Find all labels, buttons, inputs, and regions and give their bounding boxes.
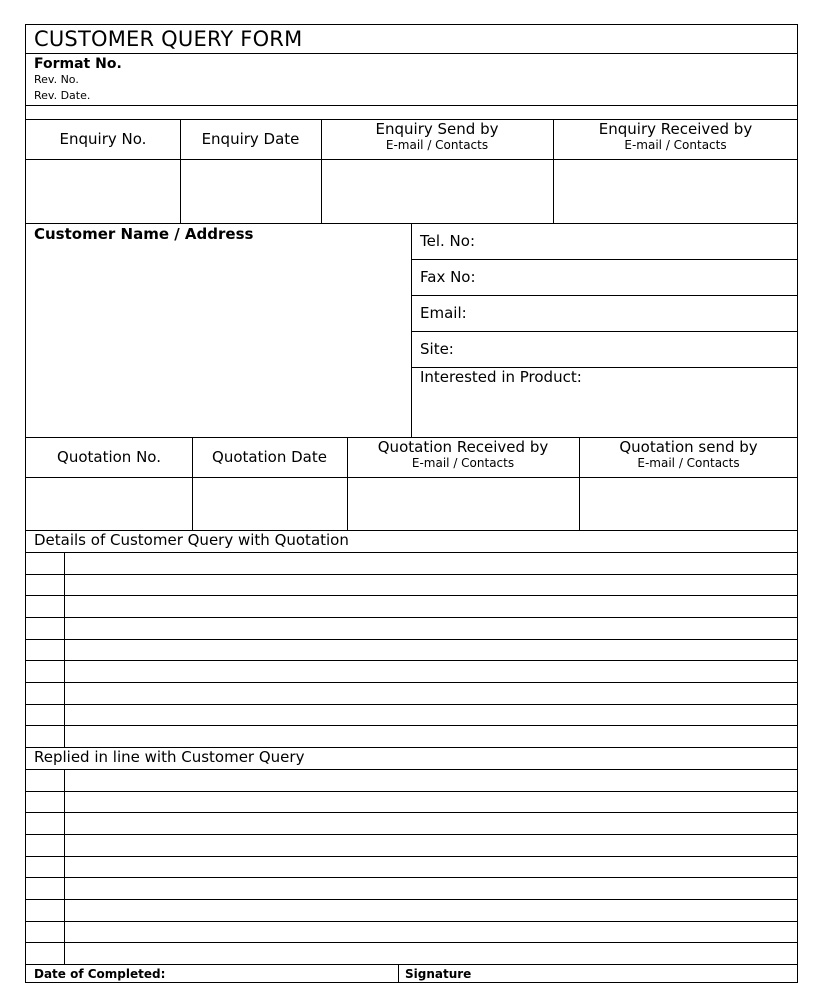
enquiry-received-by-header <box>553 120 798 152</box>
divider <box>411 259 797 260</box>
fax-no-label: Fax No: <box>420 268 476 286</box>
quotation-send-by-label: Quotation send by <box>619 438 758 456</box>
table-row-line <box>26 682 797 683</box>
date-completed-label: Date of Completed: <box>34 967 166 981</box>
divider <box>26 477 797 478</box>
divider <box>26 53 797 54</box>
signature-label: Signature <box>405 967 472 981</box>
replied-heading: Replied in line with Customer Query <box>34 748 305 766</box>
table-row-line <box>26 921 797 922</box>
enquiry-send-by-header <box>321 120 553 152</box>
table-row-line <box>26 725 797 726</box>
rev-no-label: Rev. No. <box>34 73 79 86</box>
table-row-line <box>26 899 797 900</box>
details-heading: Details of Customer Query with Quotation <box>34 531 349 549</box>
quotation-received-by-label: Quotation Received by <box>377 438 549 456</box>
divider <box>579 437 580 530</box>
customer-query-form <box>25 24 798 983</box>
form-title: CUSTOMER QUERY FORM <box>34 27 303 51</box>
tel-no-label: Tel. No: <box>420 232 475 250</box>
table-row-line <box>26 574 797 575</box>
enquiry-received-by-label: Enquiry Received by <box>598 120 753 138</box>
divider <box>64 769 65 964</box>
enquiry-date-header: Enquiry Date <box>201 130 300 148</box>
table-row-line <box>26 942 797 943</box>
divider <box>192 437 193 530</box>
divider <box>553 119 554 223</box>
quotation-received-by-header <box>347 438 579 470</box>
divider <box>26 769 797 770</box>
enquiry-no-header: Enquiry No. <box>59 130 147 148</box>
divider <box>26 552 797 553</box>
email-label: Email: <box>420 304 467 322</box>
enquiry-send-by-sub: E-mail / Contacts <box>385 138 489 152</box>
quotation-no-header: Quotation No. <box>57 448 161 466</box>
table-row-line <box>26 595 797 596</box>
rev-date-label: Rev. Date. <box>34 89 91 102</box>
table-row-line <box>26 660 797 661</box>
site-label: Site: <box>420 340 454 358</box>
divider <box>26 105 797 106</box>
format-no-label: Format No. <box>34 56 122 72</box>
table-row-line <box>26 617 797 618</box>
divider <box>411 331 797 332</box>
divider <box>411 295 797 296</box>
divider <box>26 964 797 965</box>
enquiry-send-by-label: Enquiry Send by <box>375 120 499 138</box>
divider <box>180 119 181 223</box>
quotation-received-by-sub: E-mail / Contacts <box>411 456 515 470</box>
table-row-line <box>26 856 797 857</box>
divider <box>398 964 399 983</box>
customer-name-address-label: Customer Name / Address <box>34 225 254 243</box>
table-row-line <box>26 834 797 835</box>
table-row-line <box>26 877 797 878</box>
quotation-send-by-sub: E-mail / Contacts <box>637 456 740 470</box>
table-row-line <box>26 639 797 640</box>
interested-product-label: Interested in Product: <box>420 368 582 386</box>
quotation-date-header: Quotation Date <box>212 448 327 466</box>
divider <box>347 437 348 530</box>
divider <box>26 159 797 160</box>
divider <box>411 223 412 437</box>
table-row-line <box>26 704 797 705</box>
table-row-line <box>26 791 797 792</box>
divider <box>321 119 322 223</box>
enquiry-received-by-sub: E-mail / Contacts <box>624 138 727 152</box>
quotation-send-by-header <box>579 438 798 470</box>
table-row-line <box>26 812 797 813</box>
divider <box>64 552 65 747</box>
